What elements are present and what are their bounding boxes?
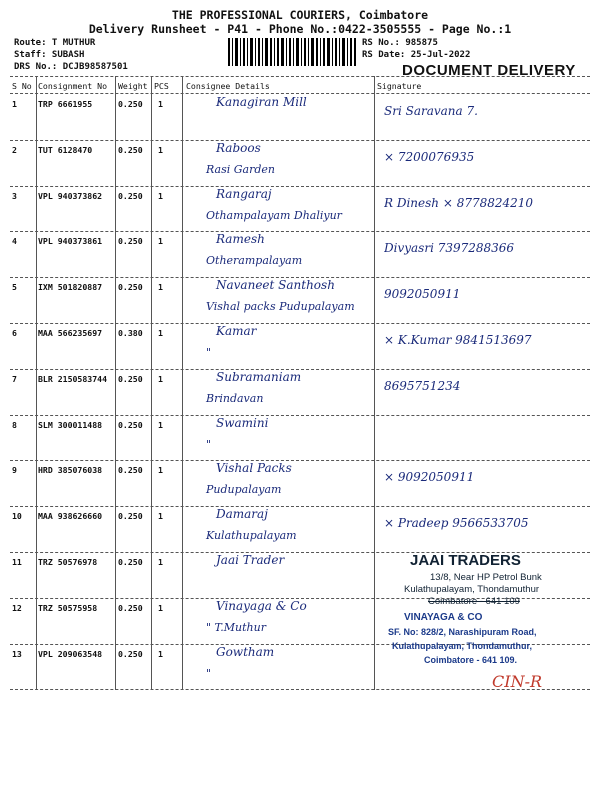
row-sno: 4	[12, 236, 17, 247]
row-divider	[10, 323, 590, 324]
row-divider	[10, 460, 590, 461]
row-sno: 5	[12, 282, 17, 293]
row-weight: 0.250	[118, 99, 143, 109]
row-pcs: 1	[158, 190, 163, 201]
row-consignee-name: Vishal Packs	[216, 461, 292, 476]
row-weight: 0.250	[118, 282, 143, 293]
row-signature: 9092050911	[384, 287, 461, 302]
row-consignment-no: MAA 938626660	[38, 511, 103, 522]
row-consignment-no: TRZ 50575958	[38, 602, 98, 613]
row-weight: 0.250	[118, 144, 143, 155]
col-sno: S No	[12, 81, 32, 91]
drs-number: DRS No.: DCJB98587501	[14, 62, 128, 72]
row-signature: × 9092050911	[384, 470, 475, 485]
row-divider	[10, 506, 590, 507]
row-sno: 1	[12, 99, 17, 109]
row-consignee-name: Kanagiran Mill	[216, 95, 307, 109]
row-pcs: 1	[158, 465, 163, 476]
row-consignee-name: Vinayaga & Co	[216, 598, 307, 613]
row-signature: × Pradeep 9566533705	[384, 516, 529, 531]
row-consignment-no: BLR 2150583744	[38, 373, 108, 384]
row-consignee-address: Otherampalayam	[206, 254, 303, 268]
row-consignment-no: VPL 209063548	[38, 648, 103, 659]
row-consignee-name: Damaraj	[216, 507, 268, 522]
row-signature: × 7200076935	[384, 149, 475, 164]
row-signature: R Dinesh × 8778824210	[384, 195, 534, 210]
row-consignment-no: MAA 566235697	[38, 328, 103, 338]
row-weight: 0.250	[118, 190, 143, 201]
row-consignment-no: TRP 6661955	[38, 99, 93, 109]
row-weight: 0.250	[118, 648, 143, 659]
row-consignee-address: "	[206, 346, 212, 359]
row-consignment-no: SLM 300011488	[38, 419, 103, 430]
vinayaga-stamp-address-2: Kulathupalayam, Thondamuthur,	[392, 641, 533, 651]
row-divider	[10, 186, 590, 187]
row-divider	[10, 140, 590, 141]
row-sno: 13	[12, 648, 22, 659]
row-sno: 3	[12, 190, 17, 201]
row-consignment-no: HRD 385076038	[38, 465, 103, 476]
document-delivery-stamp: DOCUMENT DELIVERY	[402, 62, 576, 79]
jaai-traders-stamp-name: JAAI TRADERS	[410, 552, 521, 569]
row-consignee-name: Kamar	[216, 324, 257, 338]
row-consignee-address: " T.Muthur	[206, 620, 266, 634]
row-sno: 6	[12, 328, 17, 338]
col-signature: Signature	[377, 81, 422, 91]
row-weight: 0.250	[118, 373, 143, 384]
row-pcs: 1	[158, 511, 163, 522]
jaai-stamp-address-3: Coimbatore - 641 109	[428, 596, 520, 607]
row-pcs: 1	[158, 419, 163, 430]
row-pcs: 1	[158, 99, 163, 109]
row-divider	[10, 231, 590, 232]
row-divider	[10, 415, 590, 416]
row-consignee-name: Rangaraj	[216, 186, 272, 201]
row-consignment-no: TUT 6128470	[38, 144, 93, 155]
header-bottom-rule	[10, 93, 590, 94]
row-pcs: 1	[158, 236, 163, 247]
row-consignee-name: Subramaniam	[216, 369, 302, 384]
row-weight: 0.380	[118, 328, 143, 338]
row-signature: Sri Saravana 7.	[384, 104, 478, 118]
company-title: THE PROFESSIONAL COURIERS, Coimbatore	[171, 8, 429, 22]
row-weight: 0.250	[118, 557, 143, 567]
row-weight: 0.250	[118, 236, 143, 247]
row-sno: 12	[12, 602, 22, 613]
row-consignment-no: IXM 501820887	[38, 282, 103, 293]
row-consignment-no: VPL 940373862	[38, 190, 103, 201]
row-consignee-name: Swamini	[216, 415, 269, 430]
row-pcs: 1	[158, 373, 163, 384]
col-consignment: Consignment No	[38, 81, 108, 91]
row-consignee-address: "	[206, 666, 212, 680]
row-sno: 9	[12, 465, 17, 476]
jaai-stamp-address-2: Kulathupalayam, Thondamuthur	[404, 584, 540, 595]
vinayaga-stamp-address-1: SF. No: 828/2, Narashipuram Road,	[388, 627, 537, 637]
row-weight: 0.250	[118, 602, 143, 613]
row-signature: 8695751234	[384, 378, 461, 393]
row-consignee-address: "	[206, 437, 212, 451]
row-consignee-name: Ramesh	[216, 232, 265, 247]
row-sno: 8	[12, 419, 17, 430]
row-weight: 0.250	[118, 465, 143, 476]
row-sno: 2	[12, 144, 17, 155]
row-weight: 0.250	[118, 419, 143, 430]
row-pcs: 1	[158, 602, 163, 613]
col-weight: Weight	[118, 81, 148, 91]
row-pcs: 1	[158, 328, 163, 338]
row-consignment-no: VPL 940373861	[38, 236, 103, 247]
col-pcs: PCS	[154, 81, 169, 91]
row-consignee-address: Vishal packs Pudupalayam	[206, 300, 355, 314]
row-signature: × K.Kumar 9841513697	[384, 333, 532, 347]
row-weight: 0.250	[118, 511, 143, 522]
row-consignee-address: Othampalayam Dhaliyur	[206, 208, 342, 222]
row-pcs: 1	[158, 557, 163, 567]
row-consignee-name: Raboos	[216, 140, 261, 155]
vinayaga-stamp-address-3: Coimbatore - 641 109.	[424, 655, 518, 665]
row-consignee-name: Gowtham	[216, 644, 275, 659]
row-consignee-name: Jaai Trader	[216, 553, 285, 567]
row-consignee-address: Rasi Garden	[206, 162, 275, 176]
col-details: Consignee Details	[186, 81, 270, 91]
row-pcs: 1	[158, 144, 163, 155]
row-sno: 11	[12, 557, 22, 567]
jaai-stamp-address-1: 13/8, Near HP Petrol Bunk	[430, 572, 542, 583]
rs-number: RS No.: 985875	[362, 38, 438, 48]
row-sno: 10	[12, 511, 22, 522]
row-consignment-no: TRZ 50576978	[38, 557, 98, 567]
barcode	[228, 38, 356, 66]
row-pcs: 1	[158, 648, 163, 659]
vinayaga-stamp-name: VINAYAGA & CO	[404, 612, 483, 623]
table-top-rule	[10, 76, 590, 77]
route-label: Route: T MUTHUR	[14, 38, 96, 48]
row-pcs: 1	[158, 282, 163, 293]
row-consignee-address: Pudupalayam	[206, 483, 282, 497]
staff-label: Staff: SUBASH	[14, 50, 85, 60]
cin-handwritten-note: CIN-R	[492, 672, 543, 691]
row-consignee-address: Kulathupalayam	[206, 529, 297, 543]
row-sno: 7	[12, 373, 17, 384]
row-signature: Divyasri 7397288366	[384, 241, 515, 256]
row-consignee-name: Navaneet Santhosh	[216, 278, 335, 293]
row-consignee-address: Brindavan	[206, 391, 264, 405]
runsheet-subtitle: Delivery Runsheet - P41 - Phone No.:0422-3505555 - Page No.:1	[88, 22, 512, 36]
rs-date: RS Date: 25-Jul-2022	[362, 50, 471, 60]
